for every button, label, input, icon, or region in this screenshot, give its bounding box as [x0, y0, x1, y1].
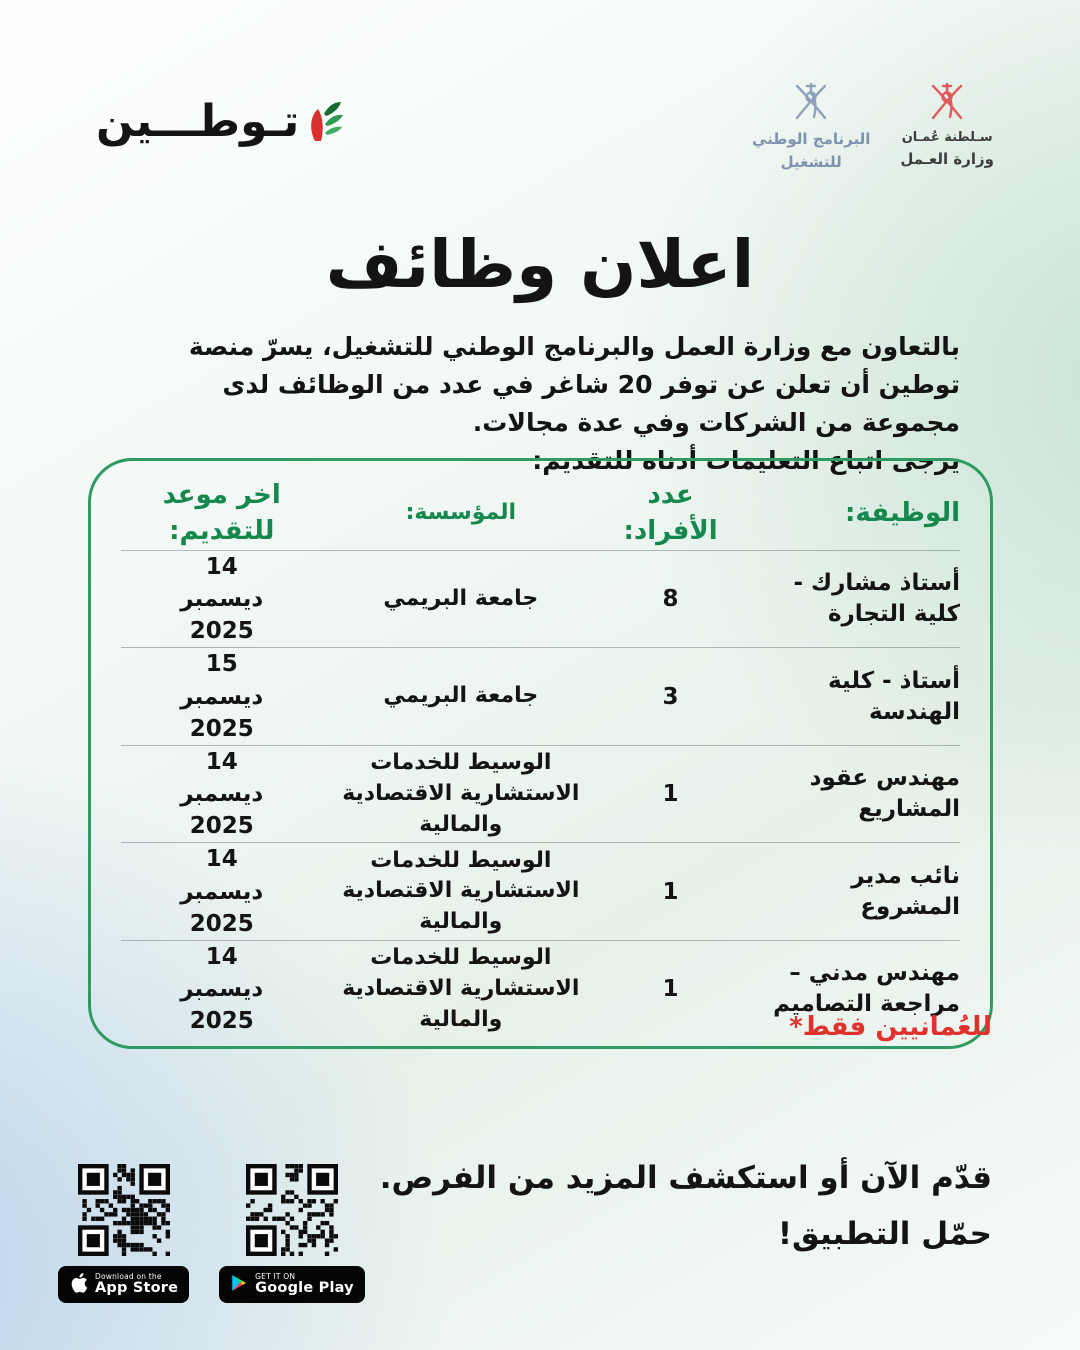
header-count: عدد الأفراد: [623, 480, 718, 547]
deadline-cell: 15 ديسمبر 2025 [180, 651, 264, 742]
omanis-only-note: للعُمانيين فقط* [789, 1012, 992, 1042]
google-play-icon [230, 1273, 248, 1297]
nep-name-line1: البرنامج الوطني [751, 130, 871, 148]
header-job: الوظيفة: [845, 497, 960, 528]
ministry-name-line1: سـلطنة عُمـان [901, 130, 993, 145]
deadline-cell: 14 ديسمبر 2025 [180, 748, 264, 840]
table-row [121, 550, 960, 648]
organization-cell: الوسيط للخدمات الاستشارية الاقتصادية والمالية [342, 945, 580, 1032]
ministry-of-labour-logo [900, 80, 994, 169]
app-store-column [58, 1164, 189, 1303]
google-play-badge-bottom-label: Google Play [255, 1279, 354, 1296]
call-to-action [380, 1160, 992, 1252]
intro-paragraph: بالتعاون مع وزارة العمل والبرنامج الوطني للتشغيل، يسرّ منصة توطين أن تعلن عن توفر 20 شاغر في عدد من الوظائف لدى مجموعة من الشركات وفي عدة مجالات. [188, 332, 960, 437]
vacancy-count-cell: 1 [662, 878, 679, 905]
jobs-table-header [121, 477, 960, 550]
job-title-cell: أستاذ مشارك - كلية التجارة [793, 570, 960, 628]
organization-cell: جامعة البريمي [383, 585, 539, 611]
app-store-badge-top-label: Download on the [95, 1271, 162, 1281]
vacancy-count-cell: 1 [662, 976, 679, 1003]
nep-emblem-icon [789, 80, 833, 126]
app-store-badge-bottom-label: App Store [95, 1279, 179, 1296]
table-row [121, 842, 960, 940]
app-store-badge[interactable] [58, 1266, 189, 1303]
header-deadline: اخر موعد للتقديم: [162, 480, 281, 547]
header-organization: المؤسسة: [405, 499, 517, 525]
google-play-badge-top-label: GET IT ON [255, 1271, 296, 1281]
page-title: اعلان وظائف [325, 226, 755, 304]
deadline-cell: 14 ديسمبر 2025 [180, 553, 264, 645]
vacancy-count-cell: 8 [662, 585, 679, 612]
cta-line1: قدّم الآن أو استكشف المزيد من الفرص. [379, 1160, 992, 1196]
national-employment-program-logo [752, 80, 870, 172]
ministry-emblem-icon [925, 80, 969, 126]
intro-instructions: يرجى اتباع التعليمات أدناه للتقديم: [532, 446, 960, 475]
job-title-cell: مهندس مدني – مراجعة التصاميم [773, 960, 960, 1018]
google-play-qr-code[interactable] [246, 1164, 338, 1256]
partner-logos [752, 80, 994, 172]
google-play-badge[interactable] [219, 1266, 365, 1303]
cta-line2: حمّل التطبيق! [777, 1216, 992, 1252]
job-title-cell: أستاذ - كلية الهندسة [828, 667, 960, 725]
app-store-qr-code[interactable] [78, 1164, 170, 1256]
tawteen-logo [96, 98, 343, 146]
apple-icon [69, 1272, 88, 1298]
jobs-table [88, 458, 993, 1049]
job-title-cell: مهندس عقود المشاريع [809, 765, 960, 823]
download-section [58, 1164, 365, 1303]
deadline-cell: 14 ديسمبر 2025 [180, 944, 264, 1035]
vacancy-count-cell: 1 [662, 781, 679, 808]
nep-name-line2: للتشغيل [780, 152, 842, 171]
deadline-cell: 14 ديسمبر 2025 [180, 846, 264, 937]
vacancy-count-cell: 3 [662, 683, 679, 710]
table-row [121, 647, 960, 745]
tawteen-wordmark: تـوطـــين [96, 96, 300, 147]
ministry-name-line2: وزارة العـمل [900, 150, 994, 169]
organization-cell: الوسيط للخدمات الاستشارية الاقتصادية والمالية [342, 847, 580, 935]
jobs-table-body [121, 550, 960, 1038]
organization-cell: جامعة البريمي [383, 683, 539, 709]
tawteen-flower-icon [303, 98, 343, 146]
job-title-cell: نائب مدير المشروع [851, 862, 960, 920]
table-row [121, 745, 960, 843]
organization-cell: الوسيط للخدمات الاستشارية الاقتصادية والمالية [342, 749, 580, 837]
google-play-column [219, 1164, 365, 1303]
